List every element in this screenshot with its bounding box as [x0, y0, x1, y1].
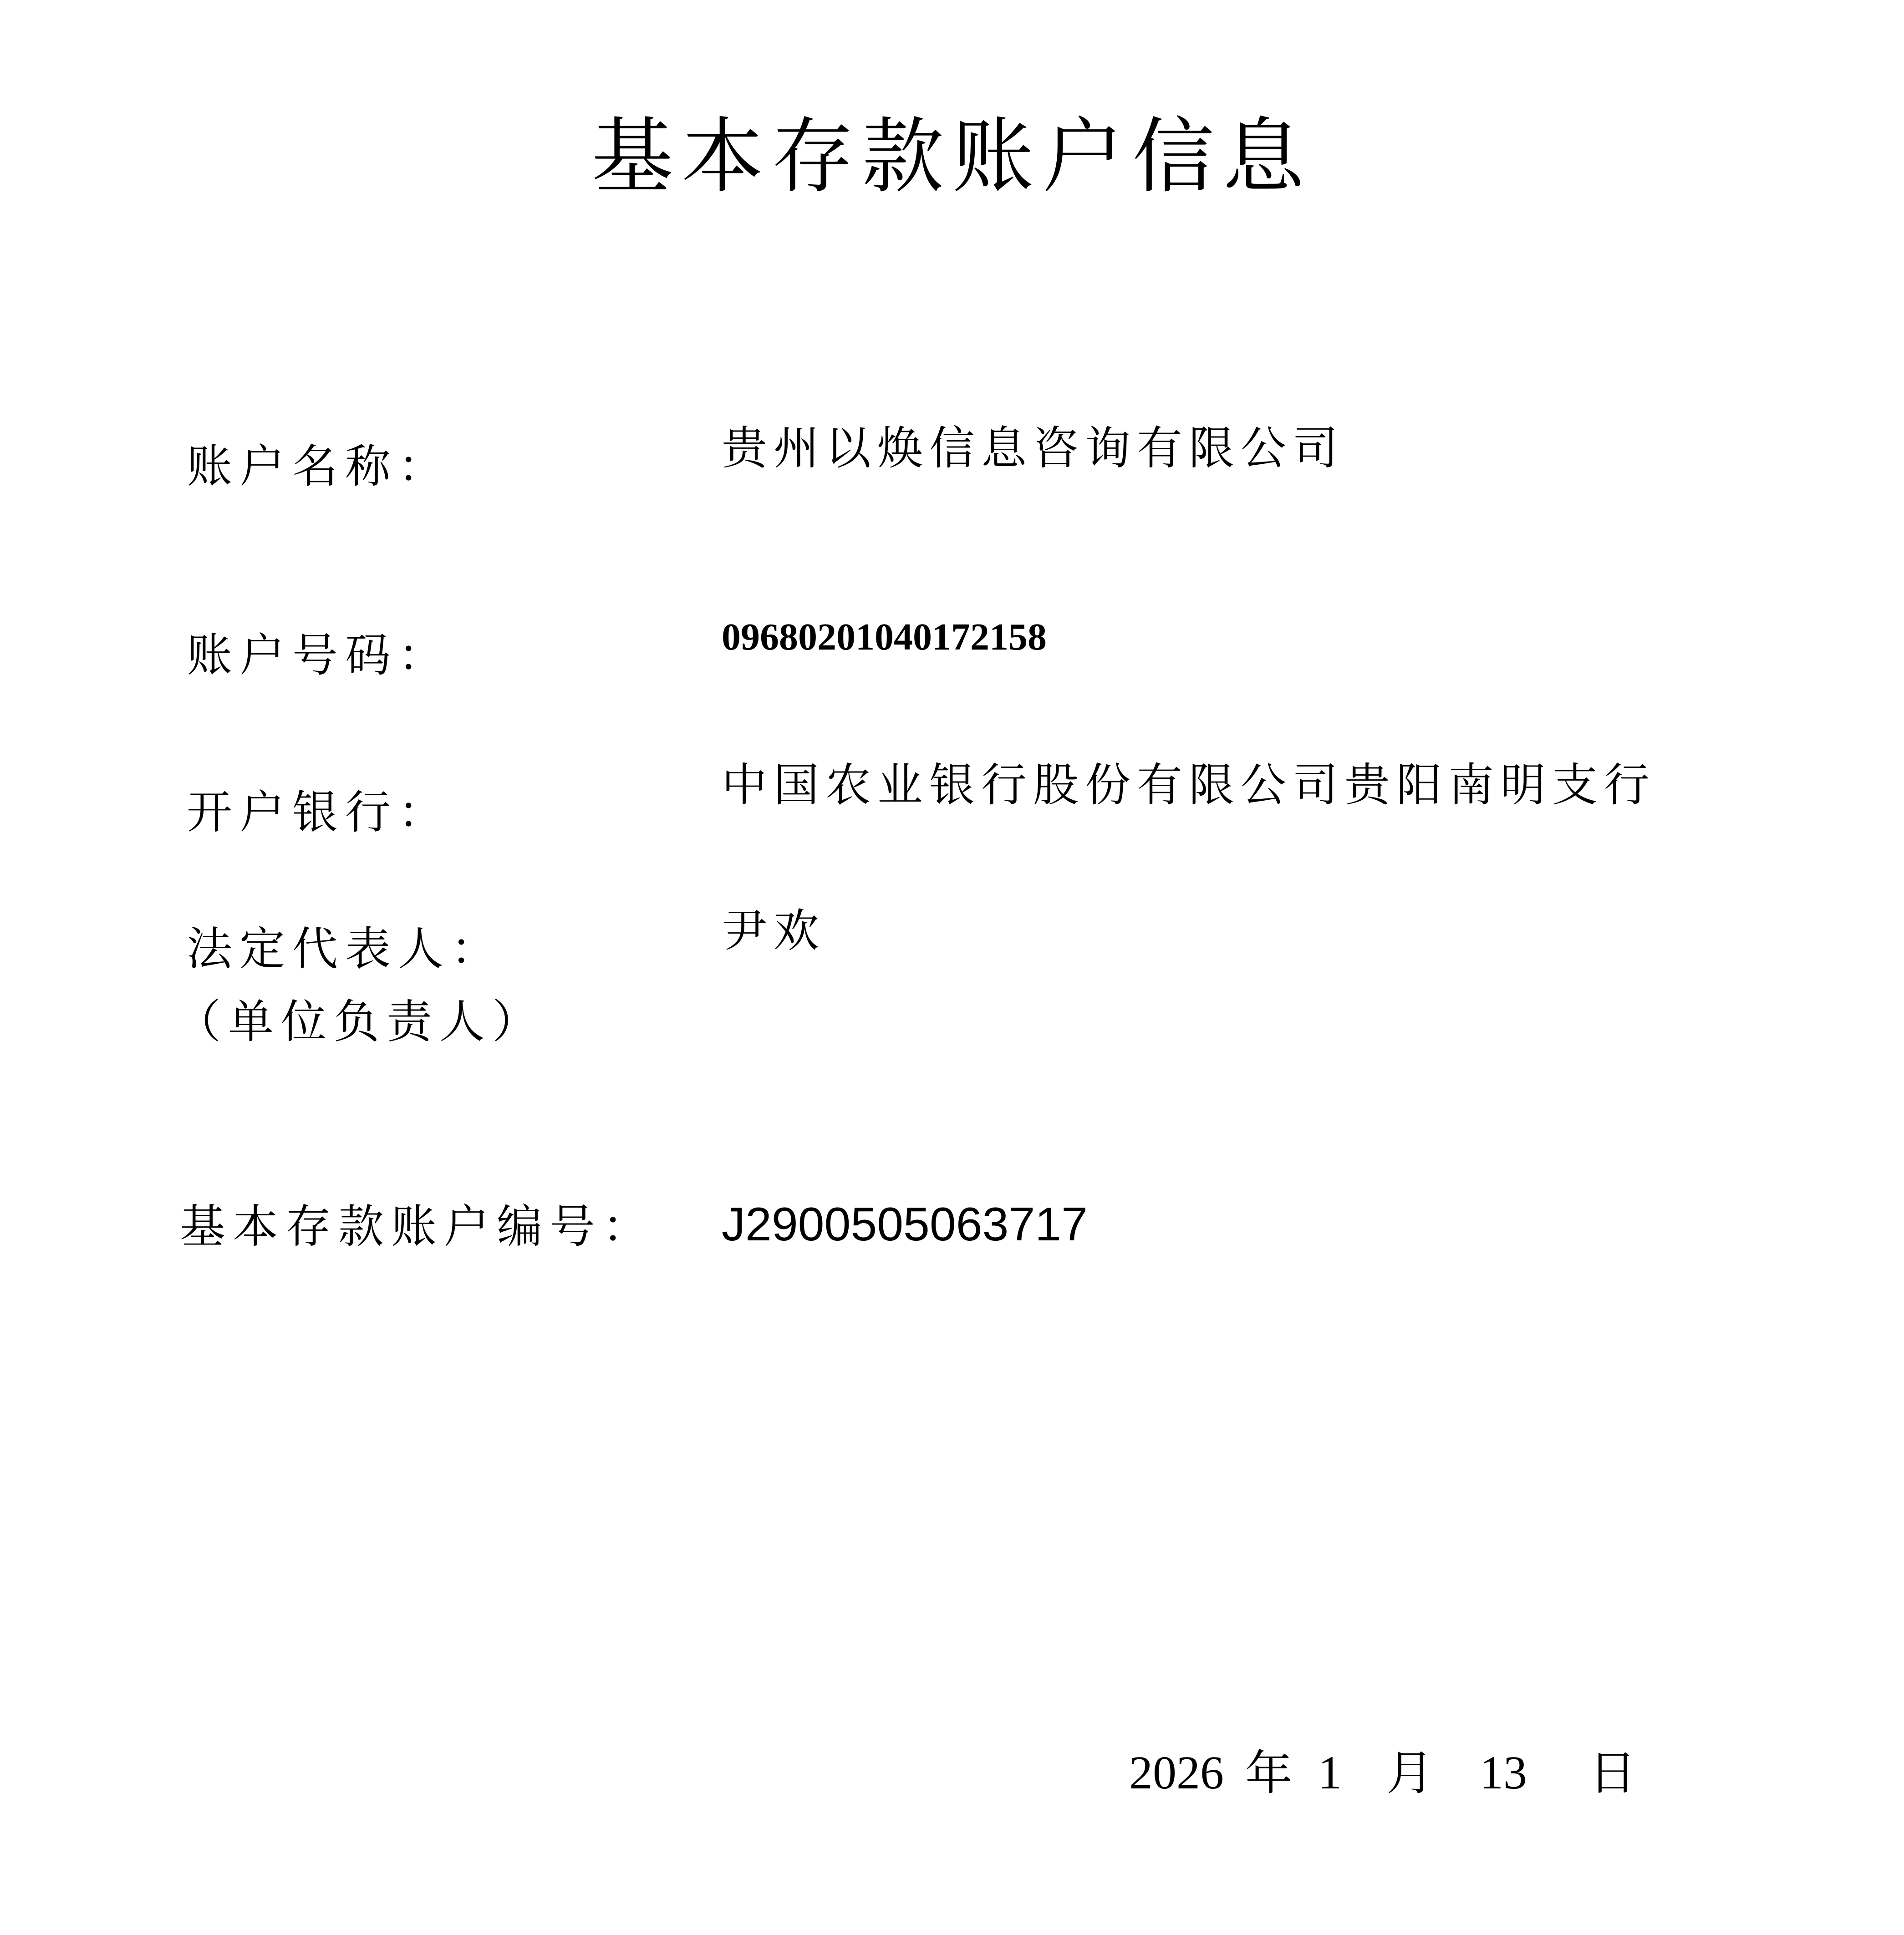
legal-rep-label: 法定代表人：: [187, 922, 504, 975]
legal-rep-value: 尹欢: [722, 904, 825, 957]
date-month-char: 月: [1386, 1745, 1434, 1801]
account-name-label: 账户名称：: [187, 440, 451, 493]
basic-account-no-value: J2900505063717: [722, 1198, 1088, 1251]
basic-account-no-label: 基本存款账户编号：: [180, 1200, 655, 1253]
account-number-value: 09680201040172158: [722, 616, 1047, 658]
date-year: 2026: [1129, 1747, 1224, 1799]
legal-rep-sublabel: （单位负责人）: [175, 995, 545, 1048]
bank-value: 中国农业银行股份有限公司贵阳南明支行: [722, 758, 1656, 812]
date-year-char: 年: [1245, 1745, 1293, 1801]
account-number-label: 账户号码：: [187, 629, 451, 682]
page-title: 基本存款账户信息: [591, 109, 1313, 204]
date-month: 1: [1318, 1747, 1342, 1799]
issue-date: [0, 1741, 1904, 1805]
bank-label: 开户银行：: [187, 786, 451, 839]
date-day-char: 日: [1589, 1745, 1637, 1801]
date-day: 13: [1480, 1747, 1527, 1799]
account-name-value: 贵州以焕信息咨询有限公司: [722, 422, 1344, 475]
